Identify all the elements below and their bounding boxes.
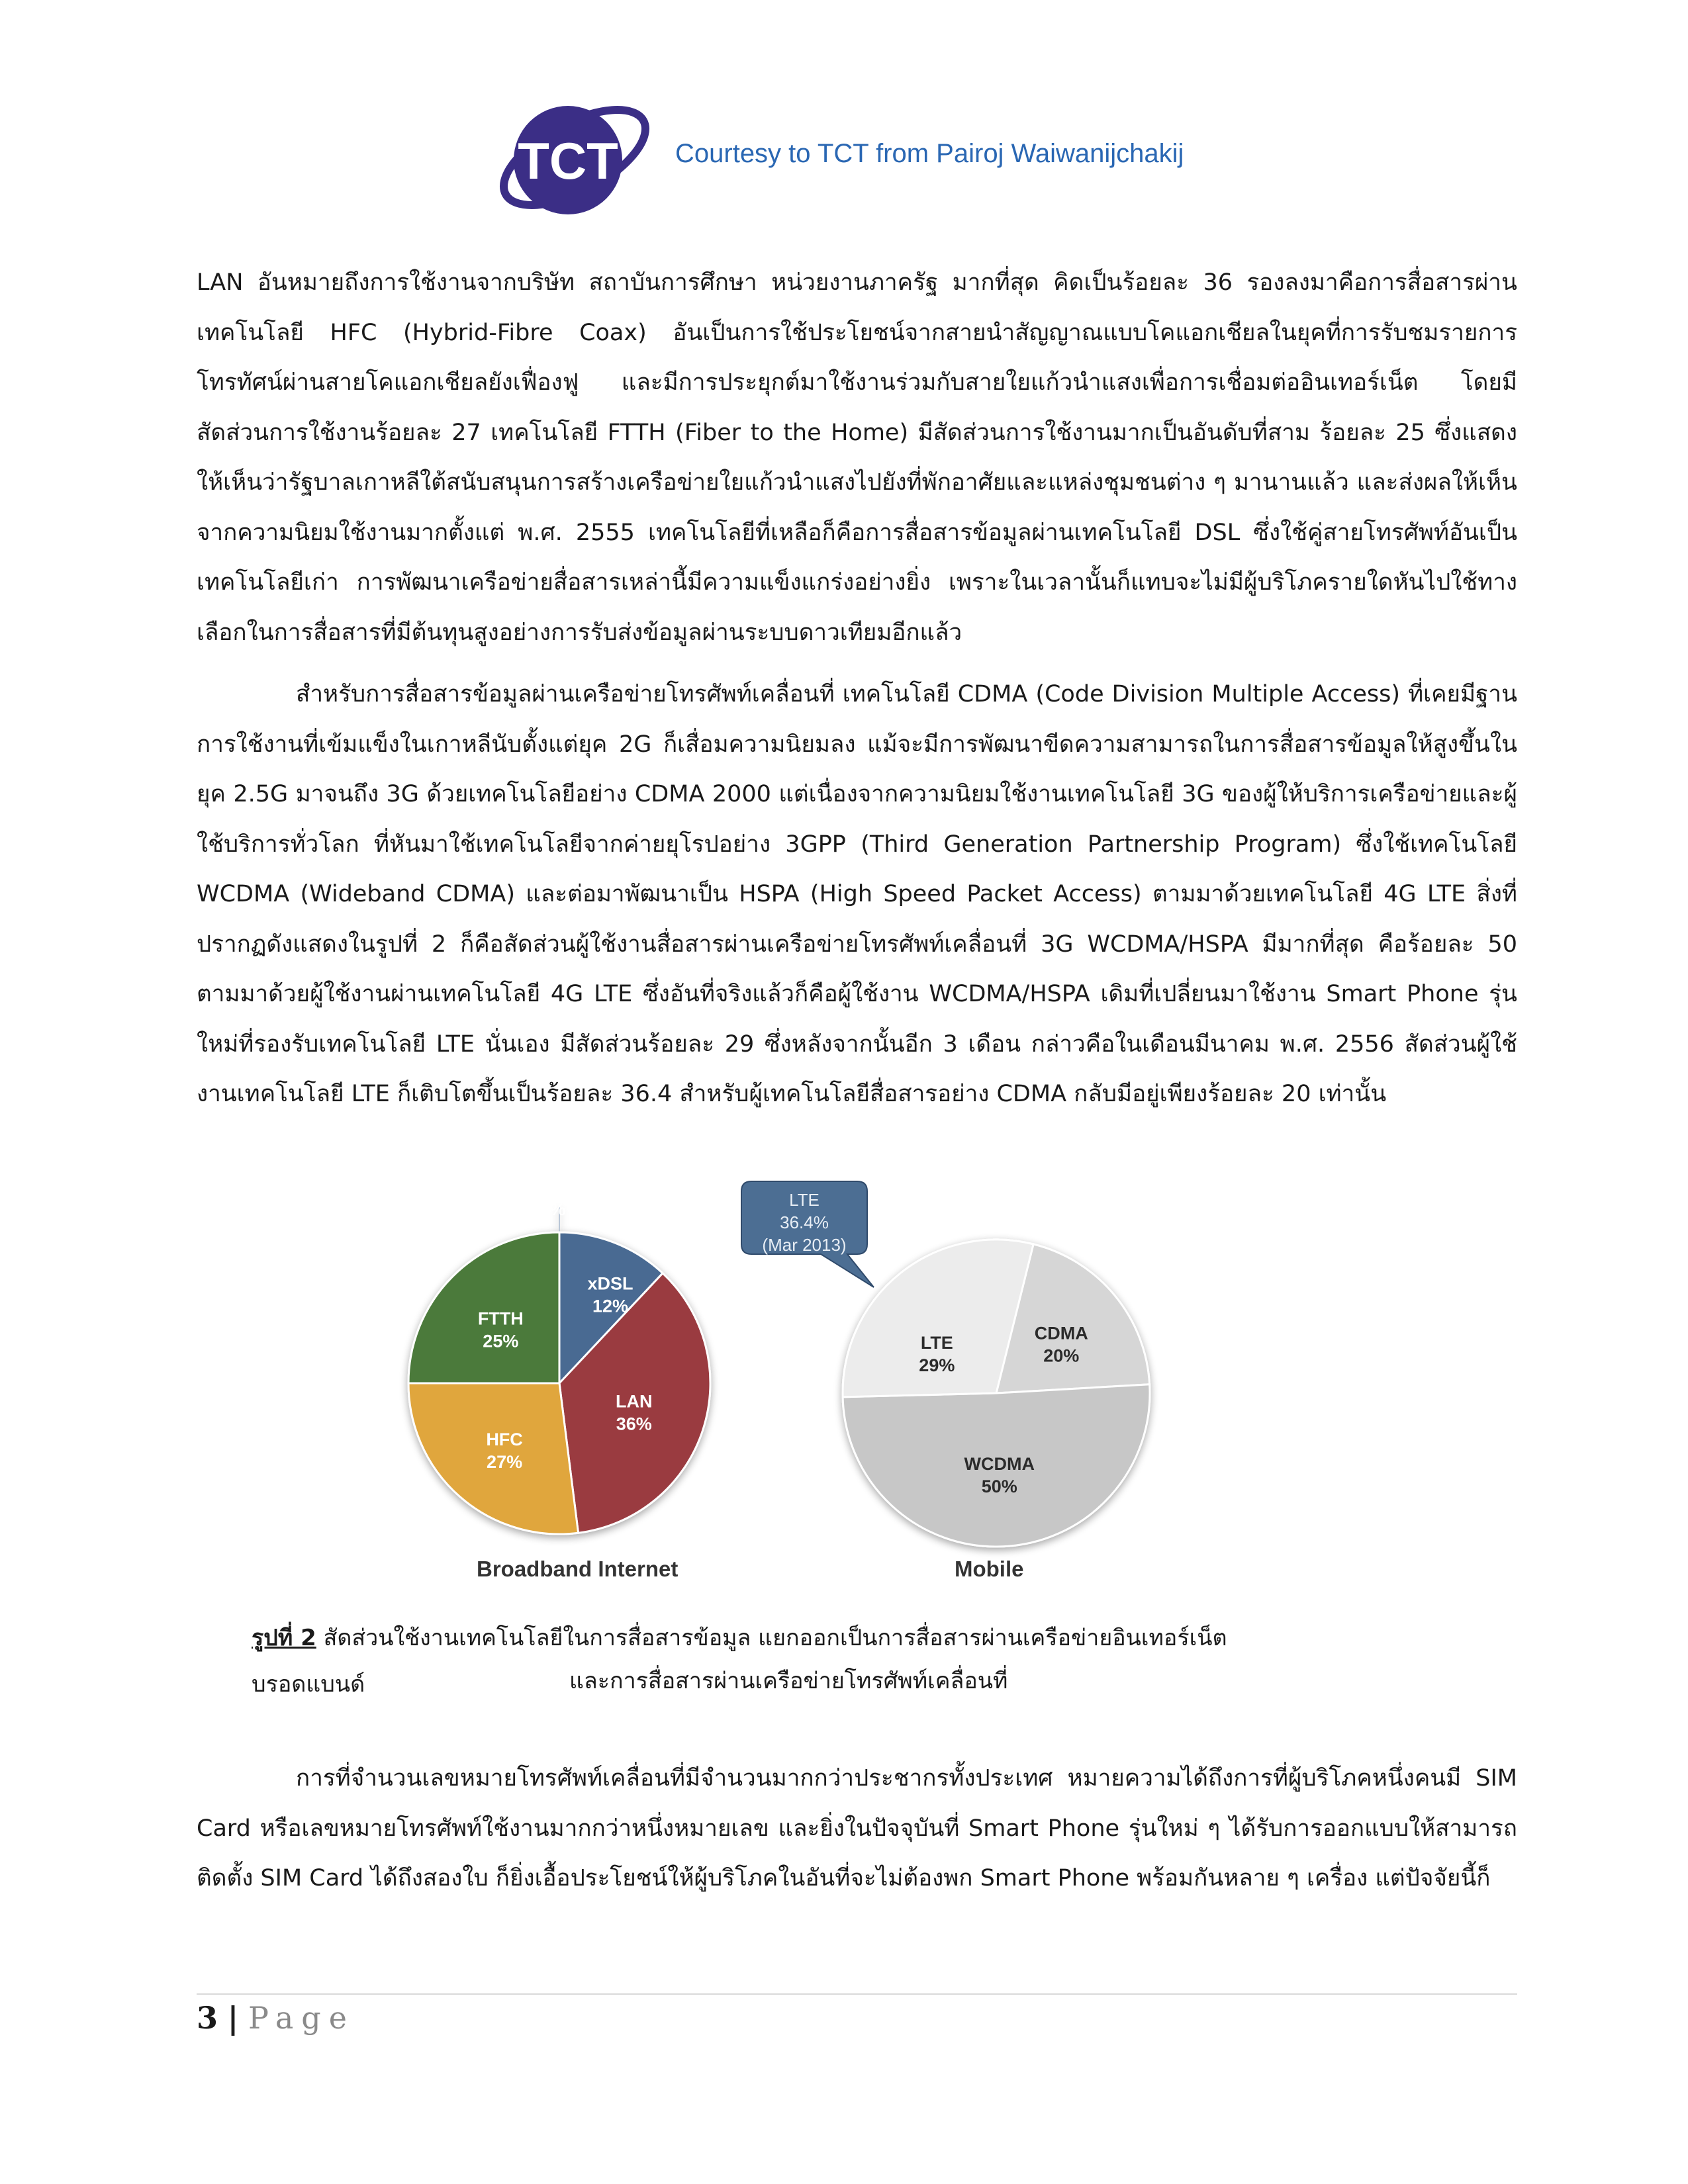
footer-divider: [197, 1993, 1517, 1995]
slice-label-lte: LTE: [920, 1333, 953, 1353]
slice-label-hfc: HFC: [486, 1430, 523, 1450]
slice-value-lte: 29%: [919, 1355, 955, 1376]
slice-value-ftth: 25%: [483, 1331, 519, 1351]
logo-text: TCT: [518, 132, 618, 190]
page-footer: [197, 2000, 355, 2036]
slice-label-ftth: FTTH: [477, 1308, 524, 1329]
page-number: 3: [197, 2000, 218, 2036]
paragraph-3-text: การที่จำนวนเลขหมายโทรศัพท์เคลื่อนที่มีจำนวนมากกว่าประชากรทั้งประเทศ หมายความได้ถึงการที่ผู้บริโภคหนึ่งคนมี SIM Card หรือเลขหมายโทรศัพท์ใช้งานมากกว่าหนึ่งหมายเลข และยิ่งในปัจจุบันที่ Smart Phone รุ่นใหม่ ๆ ได้รับการออกแบบให้สามารถติดตั้ง SIM Card ได้ถึงสองใบ ก็ยิ่งเอื้อประโยชน์ให้ผู้บริโภคในอันที่จะไม่ต้องพก Smart Phone พร้อมกันหลาย ๆ เครื่อง แต่ปัจจัยนี้ก็: [197, 1765, 1517, 1891]
slice-value-lan: 36%: [616, 1414, 652, 1434]
page-header: [490, 86, 1184, 225]
slice-label-xdsl: xDSL: [587, 1273, 633, 1294]
paragraph-2-text: สำหรับการสื่อสารข้อมูลผ่านเครือข่ายโทรศัพท์เคลื่อนที่ เทคโนโลยี CDMA (Code Division Multiple Access) ที่เคยมีฐานการใช้งานที่เข้มแข็งในเกาหลีนับตั้งแต่ยุค 2G ก็เสื่อมความนิยมลง แม้จะมีการพัฒนาขีดความสามารถในการสื่อสารข้อมูลให้สูงขึ้นในยุค 2.5G มาจนถึง 3G ด้วยเทคโนโลยีอย่าง CDMA 2000 แต่เนื่องจากความนิยมใช้งานเทคโนโลยี 3G ของผู้ให้บริการเครือข่ายและผู้ใช้บริการทั่วโลก ที่หันมาใช้เทคโนโลยีจากค่ายยุโรปอย่าง 3GPP (Third Generation Partnership Program) ซึ่งใช้เทคโนโลยี WCDMA (Wideband CDMA) และต่อมาพัฒนาเป็น HSPA (High Speed Packet Access) ตามมาด้วยเทคโนโลยี 4G LTE สิ่งที่ปรากฏดังแสดงในรูปที่ 2 ก็คือสัดส่วนผู้ใช้งานสื่อสารผ่านเครือข่ายโทรศัพท์เคลื่อนที่ 3G WCDMA/HSPA มีมากที่สุด คือร้อยละ 50 ตามมาด้วยผู้ใช้งานผ่านเทคโนโลยี 4G LTE ซึ่งอันที่จริงแล้วก็คือผู้ใช้งาน WCDMA/HSPA เดิมที่เปลี่ยนมาใช้งาน Smart Phone รุ่นใหม่ที่รองรับเทคโนโลยี LTE นั่นเอง มีสัดส่วนร้อยละ 29 ซึ่งหลังจากนั้นอีก 3 เดือน กล่าวคือในเดือนมีนาคม พ.ศ. 2556 สัดส่วนผู้ใช้งานเทคโนโลยี LTE ก็เติบโตขึ้นเป็นร้อยละ 36.4 สำหรับผู้เทคโนโลยีสื่อสารอย่าง CDMA กลับมีอยู่เพียงร้อยละ 20 เท่านั้น: [197, 681, 1517, 1107]
courtesy-text: Courtesy to TCT from Pairoj Waiwanijchakij: [675, 139, 1184, 168]
tct-logo: [490, 86, 669, 225]
mobile-pie: [843, 1240, 1150, 1547]
footer-separator: |: [227, 2000, 239, 2036]
paragraph-2: [197, 670, 1517, 1120]
broadband-chart-title: Broadband Internet: [477, 1557, 679, 1581]
caption-figure-number: รูปที่ 2: [252, 1625, 316, 1651]
lte-callout-line-2: 36.4%: [780, 1212, 829, 1232]
slice-label-cdma: CDMA: [1034, 1323, 1088, 1343]
slice-label-satellite: Satellite: [518, 1177, 587, 1197]
paragraph-1: [197, 258, 1517, 658]
slice-value-xdsl: 12%: [592, 1296, 629, 1316]
pie-slice-broadband-internet-ftth: [408, 1232, 559, 1383]
pie-charts: [397, 1165, 1192, 1615]
caption-text: สัดส่วนใช้งานเทคโนโลยีในการสื่อสารข้อมูล แยกออกเป็นการสื่อสารผ่านเครือข่ายอินเทอร์เน็ตบรอดแบนด์: [252, 1625, 1227, 1698]
slice-value-satellite: 0%: [539, 1199, 566, 1220]
broadband-pie: [408, 1206, 710, 1534]
mobile-chart-title: Mobile: [955, 1557, 1024, 1581]
lte-callout-line-1: LTE: [789, 1190, 820, 1210]
slice-value-hfc: 27%: [487, 1452, 523, 1473]
slice-value-cdma: 20%: [1043, 1345, 1080, 1366]
figure-2: [397, 1165, 1192, 1615]
lte-callout-line-3: (Mar 2013): [762, 1235, 847, 1255]
page-word: Page: [248, 2000, 355, 2036]
caption-line-2: และการสื่อสารผ่านเครือข่ายโทรศัพท์เคลื่อนที่: [569, 1668, 1008, 1694]
lte-callout: [741, 1181, 874, 1287]
paragraph-1-text: LAN อันหมายถึงการใช้งานจากบริษัท สถาบันการศึกษา หน่วยงานภาครัฐ มากที่สุด คิดเป็นร้อยละ 36 รองลงมาคือการสื่อสารผ่านเทคโนโลยี HFC (Hybrid-Fibre Coax) อันเป็นการใช้ประโยชน์จากสายนำสัญญาณแบบโคแอกเชียลในยุคที่การรับชมรายการโทรทัศน์ผ่านสายโคแอกเชียลยังเฟื่องฟู และมีการประยุกต์มาใช้งานร่วมกับสายใยแก้วนำแสงเพื่อการเชื่อมต่ออินเทอร์เน็ต โดยมีสัดส่วนการใช้งานร้อยละ 27 เทคโนโลยี FTTH (Fiber to the Home) มีสัดส่วนการใช้งานมากเป็นอันดับที่สาม ร้อยละ 25 ซึ่งแสดงให้เห็นว่ารัฐบาลเกาหลีใต้สนับสนุนการสร้างเครือข่ายใยแก้วนำแสงไปยังที่พักอาศัยและแหล่งชุมชนต่าง ๆ มานานแล้ว และส่งผลให้เห็นจากความนิยมใช้งานมากตั้งแต่ พ.ศ. 2555 เทคโนโลยีที่เหลือก็คือการสื่อสารข้อมูลผ่านเทคโนโลยี DSL ซึ่งใช้คู่สายโทรศัพท์อันเป็นเทคโนโลยีเก่า การพัฒนาเครือข่ายสื่อสารเหล่านี้มีความแข็งแกร่งอย่างยิ่ง เพราะในเวลานั้นก็แทบจะไม่มีผู้บริโภครายใดหันไปใช้ทางเลือกในการสื่อสารที่มีต้นทุนสูงอย่างการรับส่งข้อมูลผ่านระบบดาวเทียมอีกแล้ว: [197, 269, 1517, 646]
slice-label-lan: LAN: [616, 1391, 653, 1412]
paragraph-3: [197, 1754, 1517, 1904]
slice-value-wcdma: 50%: [981, 1476, 1017, 1496]
slice-label-wcdma: WCDMA: [964, 1453, 1035, 1474]
